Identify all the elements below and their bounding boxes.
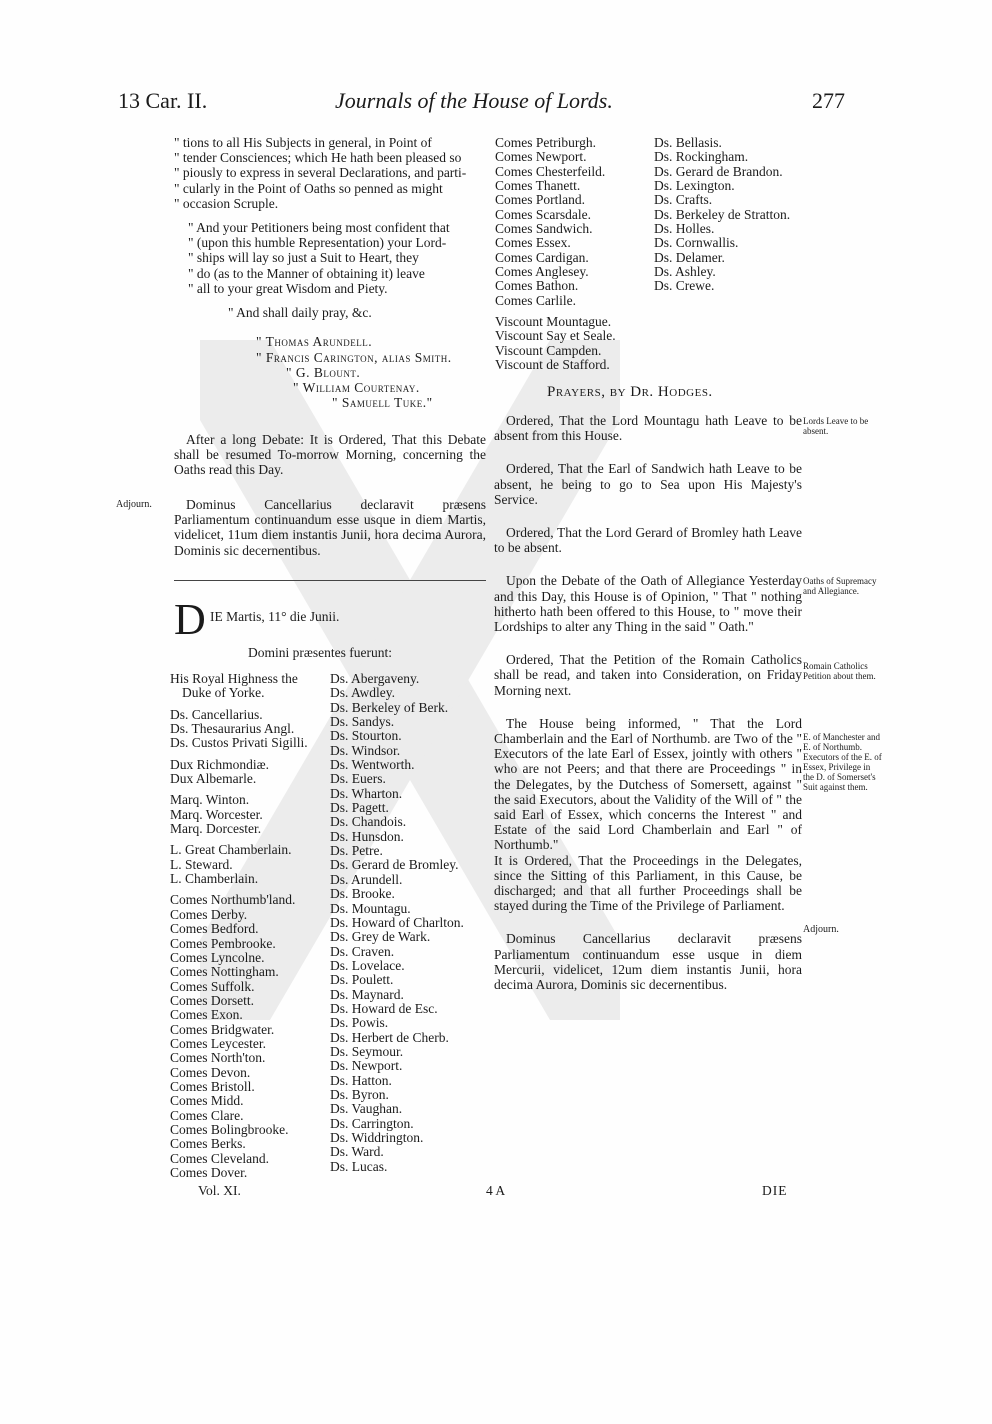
petition-line: " tions to all His Subjects in general, in Point of: [174, 135, 432, 150]
roman-catholics-para: Ordered, That the Petition of the Romain Catholics shall be read, and taken into Consideration, on Friday Morning next.: [494, 652, 802, 698]
volume-footer: Vol. XI.: [198, 1183, 241, 1198]
petition-line: " piously to express in several Declarations, and parti-: [174, 165, 467, 181]
margin-note-executors: E. of Manchester and E. of Northumb. Executors of the E. of Essex, Privilege in the D. of Somerset's Suit against them.: [803, 732, 882, 792]
lord-entry: Comes Sandwich.: [495, 221, 593, 237]
lord-entry: L. Chamberlain.: [170, 871, 259, 887]
daily-pray: " And shall daily pray, &c.: [228, 305, 372, 320]
lord-entry: Comes Cardigan.: [495, 249, 589, 265]
lord-entry: Ds. Stourton.: [330, 728, 402, 744]
adjourn-para: Dominus Cancellarius declaravit præsens Parliamentum continuandum esse usque in diem Martis, videlicet, 11um diem instantis Junii, hora decima Aurora, Dominis sic decernentibus.: [174, 497, 486, 558]
lord-entry: Ds. Thesaurarius Angl.: [170, 721, 295, 737]
lord-entry: Comes Northumb'land.: [170, 892, 296, 908]
lord-entry: Ds. Gerard de Brandon.: [654, 163, 783, 179]
lord-entry: Comes Derby.: [170, 906, 248, 922]
lord-entry: Comes Clare.: [170, 1107, 244, 1123]
lord-entry: Comes Bathon.: [495, 278, 579, 294]
lord-entry: Dux Albemarle.: [170, 771, 257, 787]
lord-entry: Ds. Berkeley of Berk.: [330, 699, 449, 715]
order-gerard: Ordered, That the Lord Gerard of Bromley hath Leave to be absent.: [494, 525, 802, 556]
lord-entry: Comes Midd.: [170, 1093, 244, 1109]
day-heading: IE Martis, 11° die Junii.: [210, 609, 340, 624]
lord-entry: Comes Portland.: [495, 192, 585, 208]
petition-line: " all to your great Wisdom and Piety.: [188, 280, 388, 296]
petition-para-2: [188, 220, 486, 296]
lord-entry: Ds. Crewe.: [654, 278, 715, 294]
section-rule: [174, 580, 486, 581]
lord-entry: Duke of Yorke.: [182, 685, 265, 701]
drop-cap: D: [174, 595, 206, 644]
lord-entry: His Royal Highness the: [170, 671, 298, 686]
lords-list-col1: [170, 672, 308, 1180]
lord-entry: Comes Dover.: [170, 1165, 248, 1180]
lord-entry: Ds. Rockingham.: [654, 149, 749, 165]
lord-entry: Viscount de Stafford.: [495, 357, 610, 373]
petition-line: " cularly in the Point of Oaths so penned as might: [174, 180, 443, 196]
lord-entry: Comes Newport.: [495, 149, 587, 165]
lord-entry: Marq. Winton.: [170, 792, 250, 808]
signatory: " Francis Carington, alias Smith.: [256, 350, 452, 365]
oath-para: Upon the Debate of the Oath of Allegiance Yesterday and this Day, this House is of Opinion, " That " nothing hitherto hath been offered to this House, to " move their Lordships to alter any Thing in the said " Oath.": [494, 573, 802, 635]
signatory: " Samuell Tuke.": [332, 395, 433, 410]
lord-entry: Ds. Ward.: [330, 1144, 384, 1160]
lords-list-col3: [495, 136, 616, 373]
lord-entry: Ds. Howard de Esc.: [330, 1000, 438, 1016]
lord-entry: Comes Leycester.: [170, 1035, 266, 1051]
lord-entry: Ds. Hatton.: [330, 1072, 392, 1088]
lord-entry: Marq. Worcester.: [170, 806, 263, 822]
lords-list-col2: [330, 672, 464, 1174]
lord-entry: Marq. Dorcester.: [170, 821, 262, 837]
lord-entry: Ds. Ashley.: [654, 264, 716, 280]
lord-entry: Viscount Campden.: [495, 342, 602, 358]
running-head-left: 13 Car. II.: [118, 88, 208, 113]
running-head-title: Journals of the House of Lords.: [335, 88, 613, 113]
lord-entry: Ds. Chandois.: [330, 814, 407, 830]
lord-entry: Ds. Wentworth.: [330, 757, 415, 773]
lord-entry: Ds. Cornwallis.: [654, 235, 739, 251]
lord-entry: Comes Thanett.: [495, 178, 581, 194]
lord-entry: Ds. Howard of Charlton.: [330, 914, 464, 930]
signatory: " Thomas Arundell.: [256, 334, 373, 349]
lord-entry: Ds. Poulett.: [330, 972, 394, 988]
lord-entry: Ds. Byron.: [330, 1086, 389, 1102]
lord-entry: Ds. Gerard de Bromley.: [330, 857, 459, 873]
lord-entry: Ds. Berkeley de Stratton.: [654, 206, 791, 222]
petition-line: " occasion Scruple.: [174, 195, 279, 211]
lord-entry: Comes Cleveland.: [170, 1150, 269, 1166]
petition-end: [174, 135, 486, 211]
petition-line: " (upon this humble Representation) your Lord-: [188, 235, 447, 251]
lord-entry: Ds. Wharton.: [330, 785, 403, 801]
lord-entry: Viscount Mountague.: [495, 314, 612, 330]
lord-entry: Ds. Custos Privati Sigilli.: [170, 735, 308, 751]
lord-entry: L. Steward.: [170, 856, 233, 872]
signatory: " William Courtenay.: [293, 380, 420, 395]
lord-entry: Comes Nottingham.: [170, 964, 279, 980]
lords-list-col4: [654, 136, 790, 294]
lord-entry: Ds. Lucas.: [330, 1158, 388, 1174]
lord-entry: Comes Suffolk.: [170, 978, 255, 994]
lord-entry: Ds. Powis.: [330, 1015, 389, 1031]
lord-entry: Comes Berks.: [170, 1136, 246, 1152]
catchword: DIE: [762, 1183, 788, 1198]
lord-entry: Ds. Lovelace.: [330, 957, 405, 973]
lord-entry: Viscount Say et Seale.: [495, 328, 616, 344]
page-number: 277: [812, 88, 845, 113]
signatory: " G. Blount.: [286, 365, 361, 380]
lord-entry: Ds. Holles.: [654, 221, 715, 237]
order-mountagu: Ordered, That the Lord Mountagu hath Leave to be absent from this House.: [494, 413, 802, 444]
petition-line: " And your Petitioners being most confident that: [188, 220, 450, 235]
lord-entry: Ds. Seymour.: [330, 1043, 404, 1059]
lord-entry: Ds. Delamer.: [654, 249, 725, 265]
lord-entry: Ds. Euers.: [330, 771, 386, 787]
lord-entry: Ds. Petre.: [330, 843, 383, 859]
lord-entry: Comes Lyncolne.: [170, 949, 265, 965]
petition-line: " tender Consciences; which He hath been pleased so: [174, 150, 462, 166]
order-sandwich: Ordered, That the Earl of Sandwich hath Leave to be absent, he being to go to Sea upon His Majesty's Service.: [494, 461, 802, 507]
lord-entry: Ds. Craven.: [330, 943, 395, 959]
margin-note-adjourn: Adjourn.: [116, 499, 152, 510]
prayers-heading: Prayers, by Dr. Hodges.: [547, 384, 713, 400]
lord-entry: Ds. Vaughan.: [330, 1101, 403, 1117]
lord-entry: Ds. Carrington.: [330, 1115, 414, 1131]
lord-entry: Comes Anglesey.: [495, 264, 589, 280]
lord-entry: Ds. Awdley.: [330, 685, 396, 701]
lord-entry: Comes Essex.: [495, 235, 571, 251]
informed-para: The House being informed, " That the Lord Chamberlain and the Earl of Northumb. are Two of the " Executors of the late Earl of Essex, jointly with others " who are not Peers; and that there are Proceedings " in the Delegates, by the Dutchess of Somersett, against " the said Executors, about the Validity of the Will of " the said Earl of Essex, which concerns the Interest " and Estate of the said Lord Chamberlain and Earl " of Northumb.": [494, 715, 802, 853]
right-body: [494, 413, 802, 1006]
lord-entry: Comes Bristoll.: [170, 1078, 255, 1094]
lord-entry: Comes Scarsdale.: [495, 206, 591, 222]
ordered-para: It is Ordered, That the Proceedings in the Delegates, since the Sitting of this Parliament, in this Cause, be discharged; and that all further Proceedings shall be stayed during the Time of the Privilege of Parliament.: [494, 852, 802, 914]
lord-entry: Comes Chesterfeild.: [495, 163, 606, 179]
lord-entry: Ds. Windsor.: [330, 742, 401, 758]
lord-entry: Ds. Maynard.: [330, 986, 404, 1002]
lord-entry: Comes Pembrooke.: [170, 935, 276, 951]
margin-note-romain: Romain Catholics Petition about them.: [803, 661, 876, 681]
lord-entry: Comes Bedford.: [170, 921, 259, 937]
lord-entry: Ds. Cancellarius.: [170, 706, 263, 722]
lord-entry: Ds. Lexington.: [654, 178, 735, 194]
lord-entry: Ds. Bellasis.: [654, 135, 722, 150]
petition-line: " do (as to the Manner of obtaining it) leave: [188, 265, 425, 281]
margin-note-oaths: Oaths of Supremacy and Allegiance.: [803, 576, 877, 596]
lord-entry: Ds. Grey de Wark.: [330, 929, 431, 945]
margin-note-adjourn-right: Adjourn.: [803, 924, 839, 935]
signature-mark: 4 A: [486, 1183, 506, 1198]
lord-entry: Comes Carlile.: [495, 292, 576, 308]
lord-entry: Ds. Newport.: [330, 1058, 403, 1074]
present-heading: Domini præsentes fuerunt:: [248, 645, 392, 660]
lord-entry: Ds. Herbert de Cherb.: [330, 1029, 449, 1045]
lord-entry: Dux Richmondiæ.: [170, 756, 270, 772]
lord-entry: Ds. Pagett.: [330, 800, 389, 816]
after-debate-para: After a long Debate: It is Ordered, That this Debate shall be resumed To-morrow Morning, concerning the Oaths read this Day.: [174, 432, 486, 478]
lord-entry: Comes Petriburgh.: [495, 135, 596, 150]
lord-entry: Ds. Widdrington.: [330, 1130, 424, 1145]
lord-entry: Comes Bridgwater.: [170, 1021, 275, 1037]
lord-entry: Comes Exon.: [170, 1007, 243, 1023]
lord-entry: Ds. Crafts.: [654, 192, 713, 208]
lord-entry: Ds. Sandys.: [330, 714, 395, 730]
lord-entry: L. Great Chamberlain.: [170, 842, 292, 858]
margin-note-leave: Lords Leave to be absent.: [803, 416, 869, 436]
lord-entry: Comes Bolingbrooke.: [170, 1121, 289, 1137]
lord-entry: Ds. Arundell.: [330, 871, 403, 887]
lord-entry: Comes Dorsett.: [170, 992, 254, 1008]
lord-entry: Ds. Mountagu.: [330, 900, 411, 916]
petition-line: " ships will lay so just a Suit to Heart, they: [188, 250, 419, 266]
lord-entry: Ds. Hunsdon.: [330, 828, 404, 844]
lord-entry: Ds. Brooke.: [330, 886, 395, 902]
adjourn-para-right: Dominus Cancellarius declaravit præsens Parliamentum continuandum esse usque in diem Mercurii, videlicet, 12um diem instantis Junii, hora decima Aurora, Dominis sic decernentibus.: [494, 931, 802, 993]
lord-entry: Comes North'ton.: [170, 1050, 266, 1066]
lord-entry: Ds. Abergaveny.: [330, 671, 420, 686]
lord-entry: Comes Devon.: [170, 1064, 251, 1080]
